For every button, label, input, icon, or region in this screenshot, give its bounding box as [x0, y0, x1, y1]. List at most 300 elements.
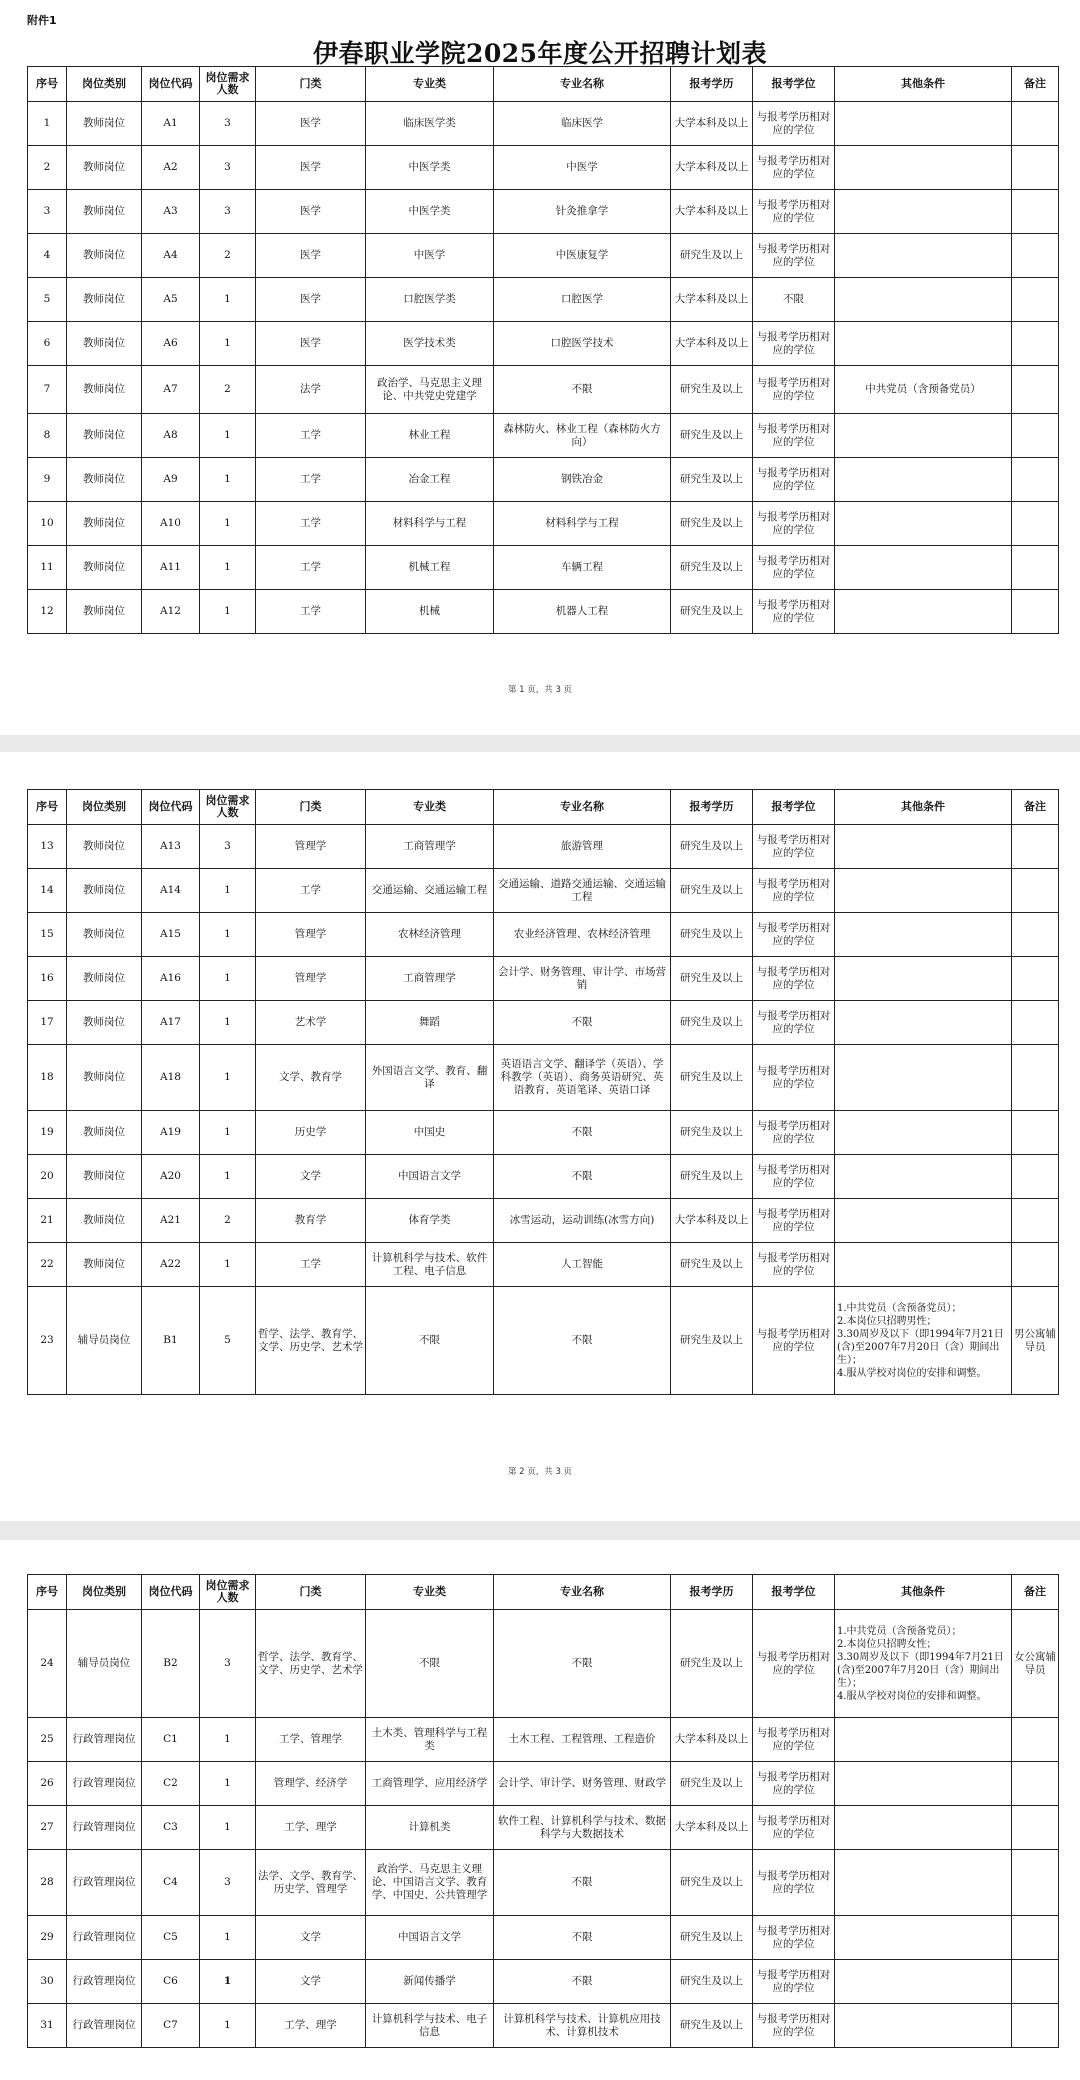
- major-name-cell: 中医学: [494, 146, 671, 190]
- remarks-cell: [1012, 458, 1059, 502]
- post-code-cell: A1: [142, 102, 200, 146]
- major-category-cell: 外国语言文学、教育、翻译: [366, 1045, 494, 1111]
- post-code-cell: A2: [142, 146, 200, 190]
- discipline-cell: 医学: [256, 190, 366, 234]
- remarks-cell: 女公寓辅导员: [1012, 1610, 1059, 1718]
- education-cell: 研究生及以上: [671, 1960, 753, 2004]
- degree-cell: 与报考学历相对应的学位: [753, 1762, 835, 1806]
- post-code-cell: A8: [142, 414, 200, 458]
- major-category-cell: 不限: [366, 1287, 494, 1395]
- post-code-cell: B2: [142, 1610, 200, 1718]
- headcount-cell: 1: [200, 2004, 256, 2048]
- seq-cell: 30: [28, 1960, 67, 2004]
- degree-cell: 与报考学历相对应的学位: [753, 1243, 835, 1287]
- degree-cell: 与报考学历相对应的学位: [753, 190, 835, 234]
- discipline-cell: 医学: [256, 146, 366, 190]
- column-header-headcount: 岗位需求人数: [200, 67, 256, 102]
- column-header-remarks: 备注: [1012, 1575, 1059, 1610]
- headcount-cell: 5: [200, 1287, 256, 1395]
- remarks-cell: [1012, 190, 1059, 234]
- remarks-cell: [1012, 1718, 1059, 1762]
- discipline-cell: 管理学: [256, 825, 366, 869]
- major-category-cell: 机械: [366, 590, 494, 634]
- discipline-cell: 工学: [256, 1243, 366, 1287]
- post-type-cell: 行政管理岗位: [67, 1960, 142, 2004]
- post-code-cell: B1: [142, 1287, 200, 1395]
- table-row: [28, 502, 1059, 546]
- degree-cell: 与报考学历相对应的学位: [753, 1045, 835, 1111]
- remarks-cell: [1012, 913, 1059, 957]
- headcount-cell: 1: [200, 869, 256, 913]
- column-header-degree: 报考学位: [753, 1575, 835, 1610]
- remarks-cell: 男公寓辅导员: [1012, 1287, 1059, 1395]
- post-type-cell: 行政管理岗位: [67, 2004, 142, 2048]
- post-code-cell: C5: [142, 1916, 200, 1960]
- seq-cell: 31: [28, 2004, 67, 2048]
- discipline-cell: 文学: [256, 1155, 366, 1199]
- header-row: [28, 790, 1059, 825]
- other-conditions-cell: [835, 1001, 1012, 1045]
- headcount-cell: 3: [200, 146, 256, 190]
- table-row: [28, 414, 1059, 458]
- other-conditions-cell: 中共党员（含预备党员）: [835, 366, 1012, 414]
- degree-cell: 与报考学历相对应的学位: [753, 458, 835, 502]
- table-row: [28, 322, 1059, 366]
- remarks-cell: [1012, 546, 1059, 590]
- major-category-cell: 中医学类: [366, 146, 494, 190]
- headcount-cell: 1: [200, 913, 256, 957]
- major-category-cell: 政治学、马克思主义理论、中国语言文学、教育学、中国史、公共管理学: [366, 1850, 494, 1916]
- headcount-cell: 1: [200, 1001, 256, 1045]
- post-type-cell: 教师岗位: [67, 1045, 142, 1111]
- column-header-degree: 报考学位: [753, 67, 835, 102]
- degree-cell: 与报考学历相对应的学位: [753, 146, 835, 190]
- post-code-cell: A21: [142, 1199, 200, 1243]
- page-footer: 第 1 页，共 3 页: [507, 685, 573, 695]
- major-category-cell: 机械工程: [366, 546, 494, 590]
- seq-cell: 3: [28, 190, 67, 234]
- post-type-cell: 教师岗位: [67, 546, 142, 590]
- column-header-headcount: 岗位需求人数: [200, 790, 256, 825]
- headcount-cell: 3: [200, 102, 256, 146]
- remarks-cell: [1012, 957, 1059, 1001]
- other-conditions-cell: [835, 322, 1012, 366]
- table-row: [28, 869, 1059, 913]
- discipline-cell: 哲学、法学、教育学、文学、历史学、艺术学: [256, 1287, 366, 1395]
- post-type-cell: 教师岗位: [67, 414, 142, 458]
- column-header-headcount: 岗位需求人数: [200, 1575, 256, 1610]
- seq-cell: 6: [28, 322, 67, 366]
- recruitment-table-page-3: [27, 1574, 1059, 2048]
- headcount-cell: 2: [200, 234, 256, 278]
- major-name-cell: 不限: [494, 1287, 671, 1395]
- education-cell: 研究生及以上: [671, 458, 753, 502]
- table-row: [28, 2004, 1059, 2048]
- other-conditions-cell: [835, 825, 1012, 869]
- degree-cell: 与报考学历相对应的学位: [753, 546, 835, 590]
- seq-cell: 7: [28, 366, 67, 414]
- table-row: [28, 1610, 1059, 1718]
- major-category-cell: 中医学类: [366, 190, 494, 234]
- major-name-cell: 不限: [494, 1111, 671, 1155]
- degree-cell: 不限: [753, 278, 835, 322]
- major-category-cell: 中国语言文学: [366, 1155, 494, 1199]
- headcount-cell: 1: [200, 1111, 256, 1155]
- other-conditions-cell: [835, 278, 1012, 322]
- headcount-cell: 1: [200, 1960, 256, 2004]
- discipline-cell: 医学: [256, 278, 366, 322]
- degree-cell: 与报考学历相对应的学位: [753, 590, 835, 634]
- remarks-cell: [1012, 502, 1059, 546]
- major-name-cell: 旅游管理: [494, 825, 671, 869]
- major-name-cell: 口腔医学: [494, 278, 671, 322]
- seq-cell: 8: [28, 414, 67, 458]
- table-row: [28, 1762, 1059, 1806]
- page-2: [0, 752, 1080, 1521]
- major-category-cell: 计算机科学与技术、软件工程、电子信息: [366, 1243, 494, 1287]
- seq-cell: 28: [28, 1850, 67, 1916]
- headcount-cell: 1: [200, 1762, 256, 1806]
- post-code-cell: C4: [142, 1850, 200, 1916]
- seq-cell: 23: [28, 1287, 67, 1395]
- remarks-cell: [1012, 590, 1059, 634]
- headcount-cell: 1: [200, 278, 256, 322]
- table-row: [28, 458, 1059, 502]
- column-header-major-name: 专业名称: [494, 67, 671, 102]
- headcount-cell: 2: [200, 366, 256, 414]
- education-cell: 大学本科及以上: [671, 1199, 753, 1243]
- major-name-cell: 车辆工程: [494, 546, 671, 590]
- major-category-cell: 冶金工程: [366, 458, 494, 502]
- major-name-cell: 人工智能: [494, 1243, 671, 1287]
- major-category-cell: 材料科学与工程: [366, 502, 494, 546]
- major-category-cell: 工商管理学: [366, 825, 494, 869]
- education-cell: 研究生及以上: [671, 1001, 753, 1045]
- education-cell: 研究生及以上: [671, 1610, 753, 1718]
- headcount-cell: 1: [200, 458, 256, 502]
- post-code-cell: A13: [142, 825, 200, 869]
- table-row: [28, 146, 1059, 190]
- discipline-cell: 管理学: [256, 913, 366, 957]
- post-code-cell: A20: [142, 1155, 200, 1199]
- major-name-cell: 钢铁冶金: [494, 458, 671, 502]
- recruitment-table-page-1: [27, 66, 1059, 634]
- table-row: [28, 190, 1059, 234]
- major-category-cell: 不限: [366, 1610, 494, 1718]
- header-row: [28, 1575, 1059, 1610]
- major-name-cell: 中医康复学: [494, 234, 671, 278]
- degree-cell: 与报考学历相对应的学位: [753, 869, 835, 913]
- seq-cell: 16: [28, 957, 67, 1001]
- other-conditions-cell: [835, 414, 1012, 458]
- remarks-cell: [1012, 146, 1059, 190]
- major-name-cell: 冰雪运动，运动训练(冰雪方向): [494, 1199, 671, 1243]
- other-conditions-cell: [835, 1806, 1012, 1850]
- headcount-cell: 3: [200, 1850, 256, 1916]
- major-category-cell: 工商管理学、应用经济学: [366, 1762, 494, 1806]
- post-code-cell: A16: [142, 957, 200, 1001]
- major-name-cell: 不限: [494, 1155, 671, 1199]
- discipline-cell: 法学、文学、教育学、历史学、管理学: [256, 1850, 366, 1916]
- table-row: [28, 278, 1059, 322]
- post-type-cell: 教师岗位: [67, 102, 142, 146]
- other-conditions-cell: [835, 1199, 1012, 1243]
- post-code-cell: A14: [142, 869, 200, 913]
- other-conditions-cell: [835, 190, 1012, 234]
- attachment-label: 附件1: [27, 14, 57, 27]
- other-conditions-cell: [835, 1155, 1012, 1199]
- major-name-cell: 交通运输、道路交通运输、交通运输工程: [494, 869, 671, 913]
- seq-cell: 24: [28, 1610, 67, 1718]
- education-cell: 大学本科及以上: [671, 190, 753, 234]
- other-conditions-cell: [835, 146, 1012, 190]
- discipline-cell: 文学: [256, 1960, 366, 2004]
- education-cell: 研究生及以上: [671, 1916, 753, 1960]
- column-header-remarks: 备注: [1012, 790, 1059, 825]
- post-type-cell: 教师岗位: [67, 146, 142, 190]
- headcount-cell: 1: [200, 414, 256, 458]
- column-header-degree: 报考学位: [753, 790, 835, 825]
- seq-cell: 20: [28, 1155, 67, 1199]
- major-category-cell: 林业工程: [366, 414, 494, 458]
- post-type-cell: 行政管理岗位: [67, 1718, 142, 1762]
- degree-cell: 与报考学历相对应的学位: [753, 322, 835, 366]
- column-header-post-type: 岗位类别: [67, 1575, 142, 1610]
- other-conditions-cell: [835, 913, 1012, 957]
- seq-cell: 15: [28, 913, 67, 957]
- post-type-cell: 行政管理岗位: [67, 1806, 142, 1850]
- column-header-remarks: 备注: [1012, 67, 1059, 102]
- other-conditions-cell: 1.中共党员（含预备党员）； 2.本岗位只招聘男性； 3.30周岁及以下（即1994年7月21日(含)至2007年7月20日（含）期间出生）； 4.服从学校对岗位的安排和调整。: [835, 1287, 1012, 1395]
- column-header-seq: 序号: [28, 67, 67, 102]
- headcount-cell: 1: [200, 590, 256, 634]
- remarks-cell: [1012, 1001, 1059, 1045]
- post-code-cell: A10: [142, 502, 200, 546]
- table-row: [28, 1155, 1059, 1199]
- discipline-cell: 工学、理学: [256, 1806, 366, 1850]
- post-type-cell: 教师岗位: [67, 1111, 142, 1155]
- column-header-other-conditions: 其他条件: [835, 67, 1012, 102]
- post-type-cell: 教师岗位: [67, 1155, 142, 1199]
- education-cell: 研究生及以上: [671, 869, 753, 913]
- major-category-cell: 政治学、马克思主义理论、中共党史党建学: [366, 366, 494, 414]
- table-row: [28, 1287, 1059, 1395]
- remarks-cell: [1012, 366, 1059, 414]
- post-code-cell: A6: [142, 322, 200, 366]
- degree-cell: 与报考学历相对应的学位: [753, 2004, 835, 2048]
- degree-cell: 与报考学历相对应的学位: [753, 1960, 835, 2004]
- post-code-cell: A9: [142, 458, 200, 502]
- major-name-cell: 森林防火、林业工程（森林防火方向）: [494, 414, 671, 458]
- column-header-post-code: 岗位代码: [142, 67, 200, 102]
- degree-cell: 与报考学历相对应的学位: [753, 414, 835, 458]
- post-type-cell: 教师岗位: [67, 869, 142, 913]
- column-header-education: 报考学历: [671, 790, 753, 825]
- education-cell: 研究生及以上: [671, 234, 753, 278]
- post-code-cell: C3: [142, 1806, 200, 1850]
- post-type-cell: 教师岗位: [67, 913, 142, 957]
- major-name-cell: 不限: [494, 1960, 671, 2004]
- column-header-education: 报考学历: [671, 1575, 753, 1610]
- seq-cell: 10: [28, 502, 67, 546]
- column-header-seq: 序号: [28, 790, 67, 825]
- seq-cell: 19: [28, 1111, 67, 1155]
- headcount-cell: 1: [200, 1916, 256, 1960]
- post-type-cell: 教师岗位: [67, 190, 142, 234]
- education-cell: 研究生及以上: [671, 913, 753, 957]
- table-row: [28, 957, 1059, 1001]
- column-header-seq: 序号: [28, 1575, 67, 1610]
- remarks-cell: [1012, 869, 1059, 913]
- table-row: [28, 1001, 1059, 1045]
- post-type-cell: 教师岗位: [67, 1199, 142, 1243]
- education-cell: 研究生及以上: [671, 2004, 753, 2048]
- discipline-cell: 工学: [256, 502, 366, 546]
- degree-cell: 与报考学历相对应的学位: [753, 913, 835, 957]
- degree-cell: 与报考学历相对应的学位: [753, 234, 835, 278]
- post-type-cell: 教师岗位: [67, 590, 142, 634]
- recruitment-table-page-2: [27, 789, 1059, 1395]
- headcount-cell: 1: [200, 1155, 256, 1199]
- degree-cell: 与报考学历相对应的学位: [753, 366, 835, 414]
- post-code-cell: A15: [142, 913, 200, 957]
- other-conditions-cell: [835, 2004, 1012, 2048]
- other-conditions-cell: [835, 102, 1012, 146]
- table-row: [28, 825, 1059, 869]
- post-type-cell: 辅导员岗位: [67, 1610, 142, 1718]
- education-cell: 大学本科及以上: [671, 102, 753, 146]
- post-code-cell: A22: [142, 1243, 200, 1287]
- remarks-cell: [1012, 1111, 1059, 1155]
- table-row: [28, 1718, 1059, 1762]
- remarks-cell: [1012, 1762, 1059, 1806]
- other-conditions-cell: [835, 1111, 1012, 1155]
- seq-cell: 21: [28, 1199, 67, 1243]
- remarks-cell: [1012, 322, 1059, 366]
- post-code-cell: C7: [142, 2004, 200, 2048]
- headcount-cell: 1: [200, 1718, 256, 1762]
- remarks-cell: [1012, 1850, 1059, 1916]
- seq-cell: 9: [28, 458, 67, 502]
- major-name-cell: 临床医学: [494, 102, 671, 146]
- column-header-major-category: 专业类: [366, 1575, 494, 1610]
- major-name-cell: 会计学、审计学、财务管理、财政学: [494, 1762, 671, 1806]
- remarks-cell: [1012, 1155, 1059, 1199]
- degree-cell: 与报考学历相对应的学位: [753, 1287, 835, 1395]
- column-header-discipline: 门类: [256, 67, 366, 102]
- headcount-cell: 1: [200, 1045, 256, 1111]
- degree-cell: 与报考学历相对应的学位: [753, 1610, 835, 1718]
- seq-cell: 18: [28, 1045, 67, 1111]
- other-conditions-cell: [835, 1243, 1012, 1287]
- major-category-cell: 新闻传播学: [366, 1960, 494, 2004]
- other-conditions-cell: [835, 957, 1012, 1001]
- discipline-cell: 工学、理学: [256, 2004, 366, 2048]
- education-cell: 大学本科及以上: [671, 322, 753, 366]
- education-cell: 研究生及以上: [671, 546, 753, 590]
- post-code-cell: A12: [142, 590, 200, 634]
- education-cell: 研究生及以上: [671, 1155, 753, 1199]
- major-name-cell: 会计学、财务管理、审计学、市场营销: [494, 957, 671, 1001]
- other-conditions-cell: [835, 1916, 1012, 1960]
- seq-cell: 25: [28, 1718, 67, 1762]
- table-row: [28, 102, 1059, 146]
- major-name-cell: 计算机科学与技术、计算机应用技术、计算机技术: [494, 2004, 671, 2048]
- major-category-cell: 体育学类: [366, 1199, 494, 1243]
- column-header-major-name: 专业名称: [494, 790, 671, 825]
- seq-cell: 11: [28, 546, 67, 590]
- post-code-cell: A18: [142, 1045, 200, 1111]
- column-header-post-code: 岗位代码: [142, 1575, 200, 1610]
- seq-cell: 13: [28, 825, 67, 869]
- other-conditions-cell: [835, 869, 1012, 913]
- major-name-cell: 机器人工程: [494, 590, 671, 634]
- column-header-education: 报考学历: [671, 67, 753, 102]
- major-name-cell: 口腔医学技术: [494, 322, 671, 366]
- table-row: [28, 1045, 1059, 1111]
- education-cell: 研究生及以上: [671, 1045, 753, 1111]
- headcount-cell: 3: [200, 825, 256, 869]
- post-type-cell: 教师岗位: [67, 1001, 142, 1045]
- discipline-cell: 文学: [256, 1916, 366, 1960]
- remarks-cell: [1012, 1960, 1059, 2004]
- table-row: [28, 1243, 1059, 1287]
- post-type-cell: 教师岗位: [67, 1243, 142, 1287]
- degree-cell: 与报考学历相对应的学位: [753, 1199, 835, 1243]
- major-category-cell: 医学技术类: [366, 322, 494, 366]
- headcount-cell: 1: [200, 322, 256, 366]
- column-header-other-conditions: 其他条件: [835, 1575, 1012, 1610]
- major-name-cell: 针灸推拿学: [494, 190, 671, 234]
- education-cell: 研究生及以上: [671, 825, 753, 869]
- major-category-cell: 农林经济管理: [366, 913, 494, 957]
- seq-cell: 29: [28, 1916, 67, 1960]
- table-row: [28, 1916, 1059, 1960]
- discipline-cell: 工学、管理学: [256, 1718, 366, 1762]
- major-category-cell: 临床医学类: [366, 102, 494, 146]
- column-header-post-code: 岗位代码: [142, 790, 200, 825]
- other-conditions-cell: [835, 546, 1012, 590]
- major-name-cell: 不限: [494, 1916, 671, 1960]
- remarks-cell: [1012, 1806, 1059, 1850]
- other-conditions-cell: [835, 1045, 1012, 1111]
- discipline-cell: 工学: [256, 869, 366, 913]
- table-row: [28, 366, 1059, 414]
- education-cell: 研究生及以上: [671, 1111, 753, 1155]
- discipline-cell: 哲学、法学、教育学、文学、历史学、艺术学: [256, 1610, 366, 1718]
- discipline-cell: 历史学: [256, 1111, 366, 1155]
- degree-cell: 与报考学历相对应的学位: [753, 1001, 835, 1045]
- education-cell: 研究生及以上: [671, 1850, 753, 1916]
- post-type-cell: 教师岗位: [67, 366, 142, 414]
- education-cell: 研究生及以上: [671, 957, 753, 1001]
- major-category-cell: 中国史: [366, 1111, 494, 1155]
- other-conditions-cell: [835, 234, 1012, 278]
- post-type-cell: 教师岗位: [67, 234, 142, 278]
- seq-cell: 2: [28, 146, 67, 190]
- table-row: [28, 1806, 1059, 1850]
- seq-cell: 12: [28, 590, 67, 634]
- post-type-cell: 行政管理岗位: [67, 1850, 142, 1916]
- education-cell: 大学本科及以上: [671, 1806, 753, 1850]
- other-conditions-cell: [835, 1762, 1012, 1806]
- column-header-post-type: 岗位类别: [67, 790, 142, 825]
- education-cell: 研究生及以上: [671, 414, 753, 458]
- discipline-cell: 法学: [256, 366, 366, 414]
- post-type-cell: 行政管理岗位: [67, 1762, 142, 1806]
- major-category-cell: 舞蹈: [366, 1001, 494, 1045]
- discipline-cell: 医学: [256, 102, 366, 146]
